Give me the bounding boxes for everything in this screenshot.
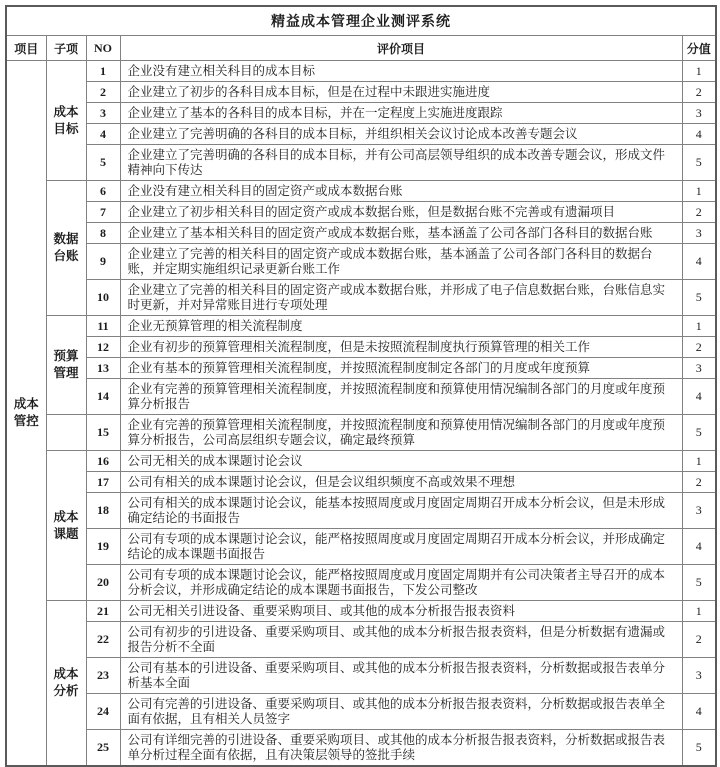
row-number-cell-label: 21	[97, 603, 109, 618]
row-number-cell	[86, 379, 120, 415]
evaluation-item-cell-label: 企业建立了完善的相关科目的固定资产或成本数据台账，基本涵盖了公司各部门各科目的数据台账，并定期实施组织记录更新台账工作	[127, 246, 653, 276]
row-number-cell-label: 13	[97, 360, 109, 375]
table-row	[6, 601, 716, 622]
table-body	[6, 61, 716, 767]
score-cell-label: 4	[695, 126, 702, 141]
evaluation-item-cell	[120, 103, 682, 124]
evaluation-item-cell-label: 公司无相关的成本课题讨论会议	[127, 453, 303, 468]
row-number-cell	[86, 145, 120, 181]
evaluation-item-cell	[120, 493, 682, 529]
score-cell	[682, 694, 716, 730]
table-row	[6, 337, 716, 358]
row-number-cell	[86, 529, 120, 565]
row-number-cell-label: 1	[100, 63, 106, 78]
table-row	[6, 124, 716, 145]
subitem-group-cell-label: 成本课题	[53, 509, 79, 541]
row-number-cell	[86, 103, 120, 124]
score-cell-label: 5	[695, 155, 702, 169]
table-row	[6, 244, 716, 280]
row-number-cell	[86, 181, 120, 202]
evaluation-item-cell	[120, 415, 682, 451]
score-cell-label: 5	[695, 575, 702, 589]
score-cell	[682, 529, 716, 565]
evaluation-item-cell-label: 企业没有建立相关科目的成本目标	[127, 63, 316, 78]
score-cell	[682, 223, 716, 244]
evaluation-item-cell-label: 企业有完善的预算管理相关流程制度，并按照流程制度和预算使用情况编制各部门的月度或年度预算分析报告，公司高层组织专题会议，确定最终预算	[127, 417, 666, 447]
page-title: 精益成本管理企业测评系统	[6, 6, 716, 36]
evaluation-item-cell	[120, 244, 682, 280]
evaluation-item-cell-label: 企业建立了初步的各科目成本目标，但是在过程中未跟进实施进度	[127, 84, 491, 99]
score-cell-label: 2	[695, 632, 702, 646]
row-number-cell	[86, 493, 120, 529]
evaluation-item-cell-label: 公司有专项的成本课题讨论会议，能严格按照周度或月度固定周期召开成本分析会议，并形成确定结论的成本课题书面报告	[127, 531, 666, 561]
evaluation-item-cell-label: 企业有基本的预算管理相关流程制度，并按照流程制度制定各部门的月度或年度预算	[127, 360, 591, 375]
subitem-group-cell-label: 数据台账	[53, 232, 79, 263]
row-number-cell-label: 2	[100, 84, 106, 99]
score-cell-label: 1	[695, 63, 702, 78]
score-cell	[682, 451, 716, 472]
evaluation-item-cell	[120, 124, 682, 145]
row-number-cell	[86, 223, 120, 244]
evaluation-item-cell	[120, 223, 682, 244]
row-number-cell-label: 18	[97, 503, 109, 517]
evaluation-item-cell	[120, 202, 682, 223]
col-header-subitem: 子项	[46, 36, 86, 61]
row-number-cell-label: 12	[97, 339, 109, 354]
table-row	[6, 415, 716, 451]
score-cell	[682, 103, 716, 124]
table-row	[6, 181, 716, 202]
row-number-cell-label: 11	[97, 318, 109, 333]
col-header-evaluation-item: 评价项目	[120, 36, 682, 61]
score-cell	[682, 181, 716, 202]
score-cell-label: 2	[695, 84, 702, 99]
score-cell-label: 5	[695, 290, 702, 304]
evaluation-item-cell	[120, 316, 682, 337]
row-number-cell-label: 5	[100, 155, 106, 169]
evaluation-item-cell	[120, 280, 682, 316]
score-cell-label: 2	[695, 474, 702, 489]
score-cell	[682, 358, 716, 379]
evaluation-item-cell-label: 企业有初步的预算管理相关流程制度，但是未按照流程制度执行预算管理的相关工作	[127, 339, 591, 354]
evaluation-item-cell-label: 企业建立了完善明确的各科目的成本目标，并有公司高层领导组织的成本改善专题会议，形成文件精神向下传达	[127, 147, 666, 177]
score-cell	[682, 61, 716, 82]
evaluation-item-cell	[120, 694, 682, 730]
evaluation-item-cell-label: 企业建立了完善明确的各科目的成本目标，并组织相关会议讨论成本改善专题会议	[127, 126, 578, 141]
evaluation-item-cell	[120, 61, 682, 82]
table-row	[6, 730, 716, 767]
score-cell-label: 4	[695, 254, 702, 268]
evaluation-item-cell	[120, 529, 682, 565]
row-number-cell	[86, 61, 120, 82]
evaluation-item-cell-label: 企业建立了基本的各科目的成本目标，并在一定程度上实施进度跟踪	[127, 105, 503, 120]
row-number-cell-label: 20	[97, 575, 109, 589]
row-number-cell-label: 4	[100, 126, 106, 141]
row-number-cell-label: 25	[97, 740, 109, 754]
row-number-cell	[86, 694, 120, 730]
row-number-cell-label: 23	[97, 668, 109, 682]
score-cell	[682, 622, 716, 658]
score-cell	[682, 601, 716, 622]
row-number-cell	[86, 316, 120, 337]
row-number-cell	[86, 337, 120, 358]
score-cell	[682, 316, 716, 337]
evaluation-item-cell	[120, 379, 682, 415]
row-number-cell	[86, 202, 120, 223]
project-group-cell	[6, 61, 46, 767]
evaluation-item-cell	[120, 82, 682, 103]
evaluation-item-cell-label: 公司有相关的成本课题讨论会议，但是会议组织频度不高或效果不理想	[127, 474, 516, 489]
score-cell-label: 5	[695, 740, 702, 754]
project-group-cell-label: 成本管控	[13, 397, 39, 428]
score-cell-label: 3	[695, 668, 702, 682]
score-cell-label: 1	[695, 603, 702, 618]
subitem-group-cell-label: 成本分析	[53, 667, 79, 698]
score-cell	[682, 493, 716, 529]
row-number-cell-label: 16	[97, 453, 109, 468]
table-row	[6, 658, 716, 694]
row-number-cell-label: 22	[97, 632, 109, 646]
table-row	[6, 622, 716, 658]
row-number-cell	[86, 124, 120, 145]
row-number-cell-label: 15	[97, 425, 109, 439]
evaluation-item-cell-label: 公司有相关的成本课题讨论会议，能基本按照周度或月度固定周期召开成本分析会议，但是未形成确定结论的书面报告	[127, 495, 666, 525]
table-row	[6, 280, 716, 316]
evaluation-item-cell	[120, 622, 682, 658]
evaluation-item-cell-label: 企业没有建立相关科目的固定资产或成本数据台账	[127, 183, 403, 198]
evaluation-item-cell-label: 公司有详细完善的引进设备、重要采购项目、或其他的成本分析报告报表资料，分析数据或报告表单分析过程全面有依据，且有决策层领导的签批手续	[127, 732, 666, 762]
table-row	[6, 61, 716, 82]
score-cell-label: 3	[695, 503, 702, 517]
score-cell	[682, 244, 716, 280]
row-number-cell-label: 9	[100, 254, 106, 268]
table-row	[6, 379, 716, 415]
score-cell-label: 5	[695, 425, 702, 439]
row-number-cell	[86, 601, 120, 622]
score-cell-label: 1	[695, 318, 702, 333]
assessment-table	[5, 5, 717, 767]
evaluation-item-cell	[120, 658, 682, 694]
evaluation-item-cell-label: 企业建立了完善的相关科目的固定资产或成本数据台账，并形成了电子信息数据台账，台账信息实时更新，并对异常账目进行专项处理	[127, 282, 666, 312]
evaluation-item-cell-label: 公司有专项的成本课题讨论会议，能严格按照周度或月度固定周期并有公司决策者主导召开的成本分析会议，并形成确定结论的成本课题书面报告，下发公司整改	[127, 567, 666, 597]
table-row	[6, 358, 716, 379]
score-cell-label: 3	[695, 105, 702, 120]
subitem-group-cell	[46, 451, 86, 601]
row-number-cell-label: 3	[100, 105, 106, 120]
row-number-cell	[86, 472, 120, 493]
row-number-cell-label: 6	[100, 183, 106, 198]
table-row	[6, 493, 716, 529]
col-header-project: 项目	[6, 36, 46, 61]
score-cell	[682, 145, 716, 181]
subitem-group-cell	[46, 601, 86, 767]
row-number-cell-label: 7	[100, 204, 106, 219]
row-number-cell	[86, 730, 120, 767]
subitem-group-cell	[46, 61, 86, 181]
evaluation-item-cell	[120, 358, 682, 379]
score-cell	[682, 658, 716, 694]
subitem-group-cell	[46, 316, 86, 415]
row-number-cell-label: 8	[100, 225, 106, 240]
table-row	[6, 451, 716, 472]
subitem-group-cell	[46, 415, 86, 451]
score-cell	[682, 124, 716, 145]
subitem-group-cell-label: 成本目标	[53, 104, 79, 136]
table-row	[6, 316, 716, 337]
evaluation-item-cell-label: 公司有基本的引进设备、重要采购项目、或其他的成本分析报告报表资料，分析数据或报告表单分析基本全面	[127, 660, 666, 690]
score-cell-label: 4	[695, 539, 702, 553]
subitem-group-cell-label: 预算管理	[53, 349, 79, 380]
col-header-score: 分值	[682, 36, 716, 61]
evaluation-item-cell-label: 企业无预算管理的相关流程制度	[127, 318, 303, 333]
score-cell-label: 4	[695, 389, 702, 403]
row-number-cell	[86, 565, 120, 601]
row-number-cell	[86, 622, 120, 658]
score-cell-label: 1	[695, 453, 702, 468]
evaluation-item-cell-label: 公司无相关引进设备、重要采购项目、或其他的成本分析报告报表资料	[127, 603, 516, 618]
score-cell-label: 3	[695, 225, 702, 240]
row-number-cell	[86, 82, 120, 103]
table-row	[6, 145, 716, 181]
score-cell	[682, 337, 716, 358]
evaluation-item-cell-label: 公司有完善的引进设备、重要采购项目、或其他的成本分析报告报表资料，分析数据或报告表单全面有依据，且有相关人员签字	[127, 696, 666, 726]
subitem-group-cell	[46, 181, 86, 316]
score-cell	[682, 415, 716, 451]
score-cell	[682, 472, 716, 493]
table-row	[6, 565, 716, 601]
evaluation-item-cell	[120, 730, 682, 767]
row-number-cell	[86, 415, 120, 451]
row-number-cell	[86, 658, 120, 694]
column-header-row	[6, 36, 716, 61]
row-number-cell-label: 10	[97, 290, 109, 304]
row-number-cell	[86, 451, 120, 472]
table-row	[6, 694, 716, 730]
row-number-cell-label: 14	[97, 389, 109, 403]
score-cell	[682, 565, 716, 601]
row-number-cell-label: 19	[97, 539, 109, 553]
evaluation-item-cell	[120, 181, 682, 202]
evaluation-item-cell	[120, 472, 682, 493]
evaluation-item-cell-label: 公司有初步的引进设备、重要采购项目、或其他的成本分析报告报表资料，但是分析数据有遗漏或报告分析不全面	[127, 624, 666, 654]
title-row	[6, 6, 716, 36]
col-header-no: NO	[86, 36, 120, 61]
score-cell-label: 2	[695, 204, 702, 219]
score-cell	[682, 280, 716, 316]
evaluation-item-cell	[120, 565, 682, 601]
table-row	[6, 202, 716, 223]
row-number-cell	[86, 244, 120, 280]
score-cell-label: 1	[695, 183, 702, 198]
table-row	[6, 472, 716, 493]
table-row	[6, 103, 716, 124]
table-row	[6, 223, 716, 244]
score-cell	[682, 730, 716, 767]
score-cell-label: 4	[695, 704, 702, 718]
row-number-cell	[86, 280, 120, 316]
score-cell	[682, 82, 716, 103]
evaluation-item-cell	[120, 601, 682, 622]
evaluation-item-cell-label: 企业建立了初步相关科目的固定资产或成本数据台账，但是数据台账不完善或有遗漏项目	[127, 204, 616, 219]
row-number-cell-label: 17	[97, 474, 109, 489]
score-cell-label: 3	[695, 360, 702, 375]
evaluation-item-cell	[120, 337, 682, 358]
table-row	[6, 529, 716, 565]
evaluation-item-cell-label: 企业建立了基本相关科目的固定资产或成本数据台账，基本涵盖了公司各部门各科目的数据台账	[127, 225, 653, 240]
score-cell	[682, 202, 716, 223]
row-number-cell	[86, 358, 120, 379]
evaluation-item-cell	[120, 145, 682, 181]
score-cell	[682, 379, 716, 415]
evaluation-item-cell	[120, 451, 682, 472]
evaluation-item-cell-label: 企业有完善的预算管理相关流程制度，并按照流程制度和预算使用情况编制各部门的月度或年度预算分析报告	[127, 381, 666, 411]
score-cell-label: 2	[695, 339, 702, 354]
table-row	[6, 82, 716, 103]
row-number-cell-label: 24	[97, 704, 109, 718]
